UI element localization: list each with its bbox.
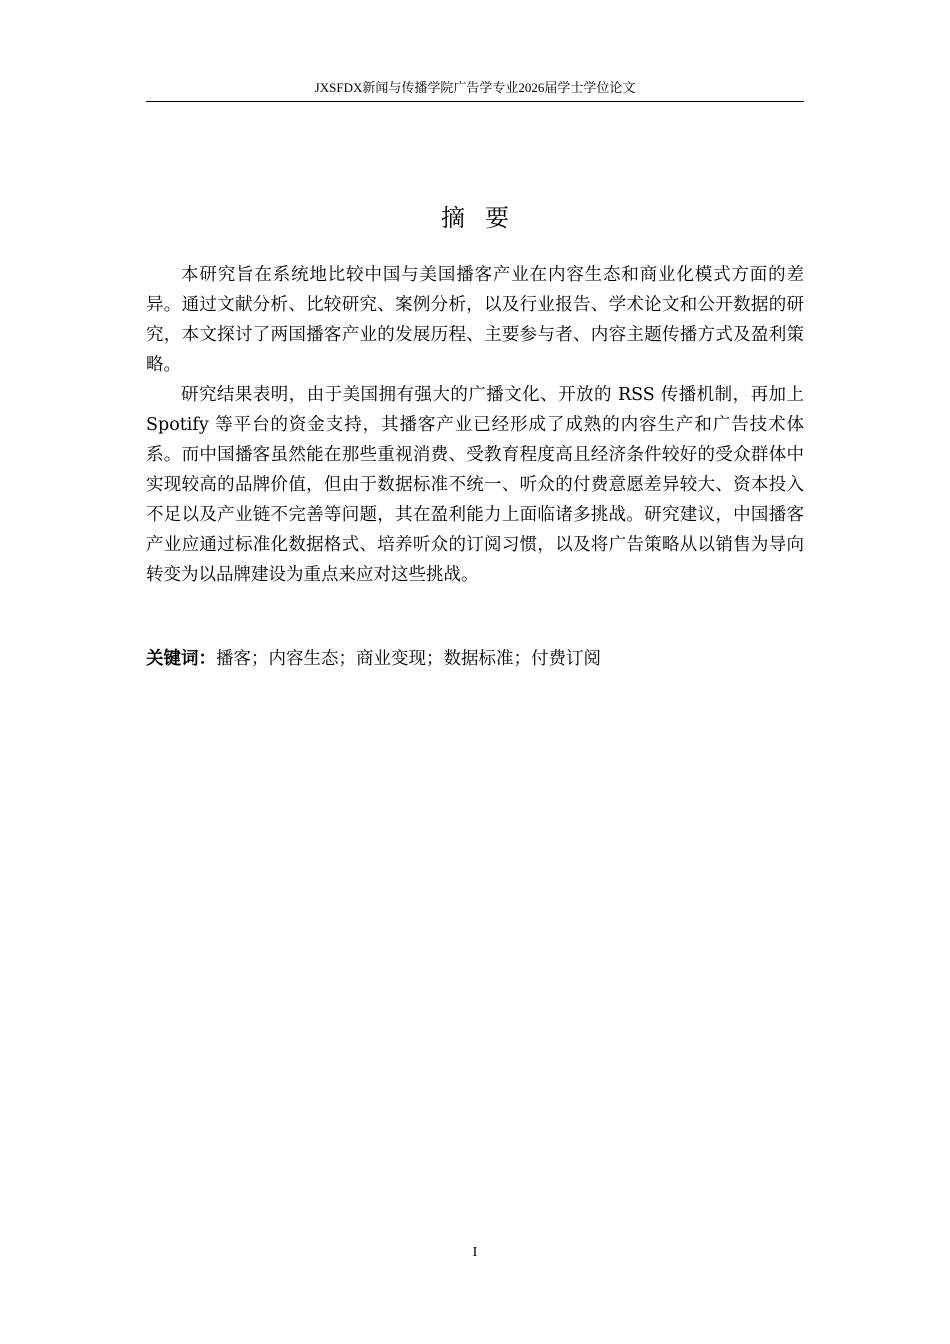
keywords-line <box>146 644 804 674</box>
abstract-title: 摘要 <box>441 204 529 232</box>
keywords-label: 关键词： <box>146 649 216 669</box>
abstract-paragraph-2: 研究结果表明，由于美国拥有强大的广播文化、开放的 RSS 传播机制，再加上 Spotify 等平台的资金支持，其播客产业已经形成了成熟的内容生产和广告技术体系。而中国播客虽然能在那些重视消费、受教育程度高且经济条件较好的受众群体中实现较高的品牌价值，但由于数据标准不统一、听众的付费意愿差异较大、资本投入不足以及产业链不完善等问题，其在盈利能力上面临诸多挑战。研究建议，中国播客产业应通过标准化数据格式、培养听众的订阅习惯，以及将广告策略从以销售为导向转变为以品牌建设为重点来应对这些挑战。 <box>146 385 804 585</box>
running-header: JXSFDX新闻与传播学院广告学专业2026届学士学位论文 <box>314 80 636 95</box>
page-number: I <box>472 1245 478 1260</box>
abstract-body <box>146 260 804 590</box>
header-rule <box>146 101 804 102</box>
keywords-value: 播客；内容生态；商业变现；数据标准；付费订阅 <box>216 649 601 669</box>
abstract-paragraph-1: 本研究旨在系统地比较中国与美国播客产业在内容生态和商业化模式方面的差异。通过文献分析、比较研究、案例分析，以及行业报告、学术论文和公开数据的研究，本文探讨了两国播客产业的发展历程、主要参与者、内容主题传播方式及盈利策略。 <box>146 265 804 375</box>
